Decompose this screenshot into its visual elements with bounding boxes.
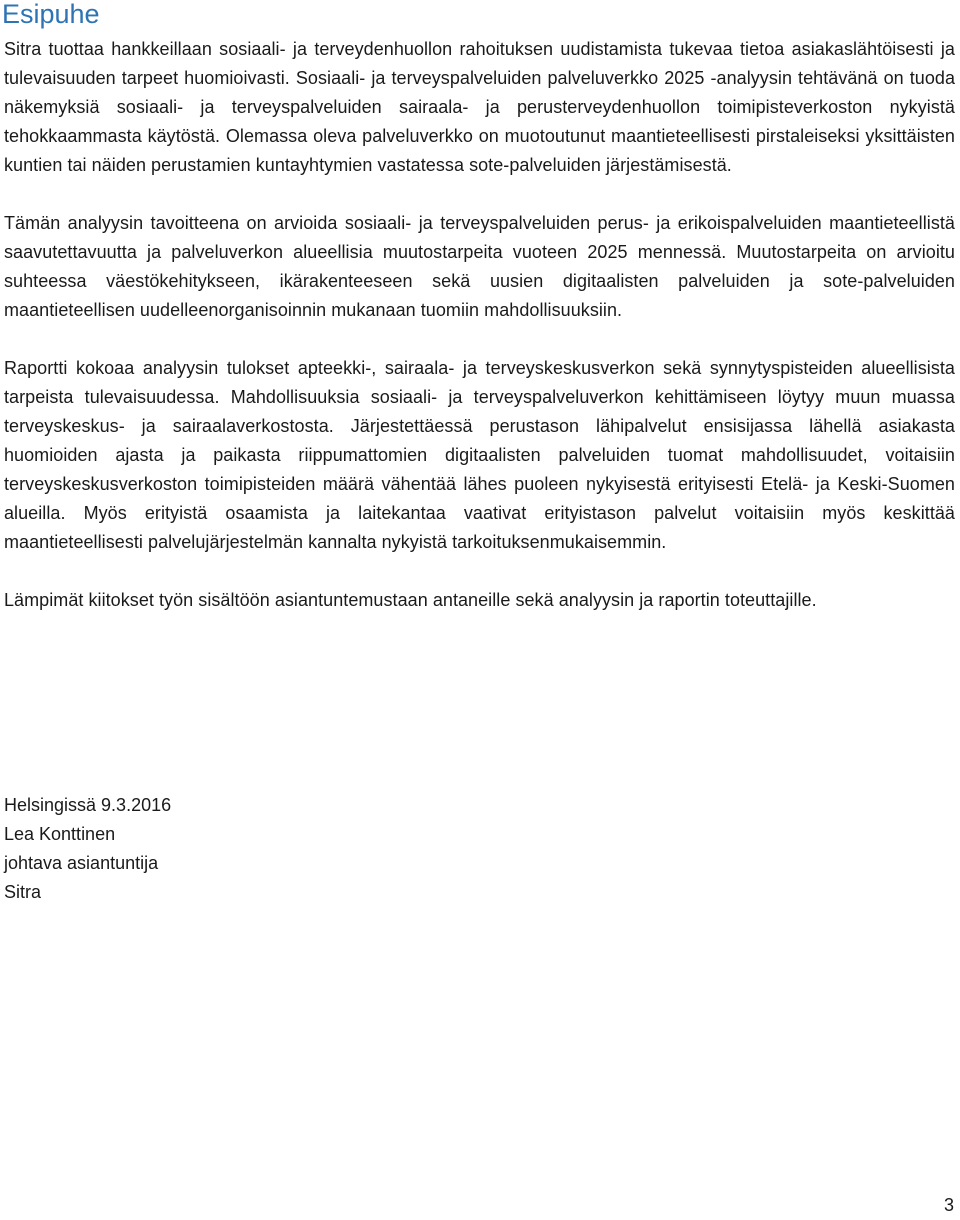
signature-role: johtava asiantuntija [4,853,159,873]
paragraph-thanks: Lämpimät kiitokset työn sisältöön asiantuntemustaan antaneille sekä analyysin ja raportin toteuttajille. [4,590,817,610]
page-number: 3 [943,1195,954,1215]
signature-organization: Sitra [4,882,42,902]
paragraph-results: Raportti kokoaa analyysin tulokset apteekki-, sairaala- ja terveyskeskusverkon sekä synnytyspisteiden alueellisista tarpeista tulevaisuudessa. Mahdollisuuksia sosiaali- ja terveyspalveluverkon kehittämiseen löytyy muun muassa terveyskeskus- ja sairaalaverkostosta. Järjestettäessä perustason lähipalvelut ensisijassa lähellä asiakasta huomioiden ajasta ja paikasta riippumattomien digitaalisten palveluiden tuomat mahdollisuudet, voitaisiin terveyskeskusverkoston toimipisteiden määrä vähentää lähes puoleen nykyisestä erityisesti Etelä- ja Keski-Suomen alueilla. Myös erityistä osaamista ja laitekantaa vaativat erityistason palvelut voitaisiin myös keskittää maantieteellisesti palvelujärjestelmän kannalta nykyistä tarkoituksenmukaisemmin. [4,358,955,552]
body-text [4,35,955,644]
signature-place-date: Helsingissä 9.3.2016 [4,795,172,815]
paragraph-intro: Sitra tuottaa hankkeillaan sosiaali- ja terveydenhuollon rahoituksen uudistamista tukevaa tietoa asiakaslähtöisesti ja tulevaisuuden tarpeet huomioivasti. Sosiaali- ja terveyspalveluiden palveluverkko 2025 -analyysin tehtävänä on tuoda näkemyksiä sosiaali- ja terveyspalveluiden sairaala- ja perusterveydenhuollon toimipisteverkoston nykyistä tehokkaammasta käytöstä. Olemassa oleva palveluverkko on muotoutunut maantieteellisesti pirstaleiseksi yksittäisten kuntien tai näiden perustamien kuntayhtymien vastatessa sote-palveluiden järjestämisestä. [4,39,955,175]
signature-name: Lea Konttinen [4,824,116,844]
signature-block [4,791,171,907]
page-title: Esipuhe [2,0,100,29]
paragraph-goal: Tämän analyysin tavoitteena on arvioida sosiaali- ja terveyspalveluiden perus- ja erikoispalveluiden maantieteellistä saavutettavuutta ja palveluverkon alueellisia muutostarpeita vuoteen 2025 mennessä. Muutostarpeita on arvioitu suhteessa väestökehitykseen, ikärakenteeseen sekä uusien digitaalisten palveluiden ja sote-palveluiden maantieteellisen uudelleenorganisoinnin mukanaan tuomiin mahdollisuuksiin. [4,213,955,320]
